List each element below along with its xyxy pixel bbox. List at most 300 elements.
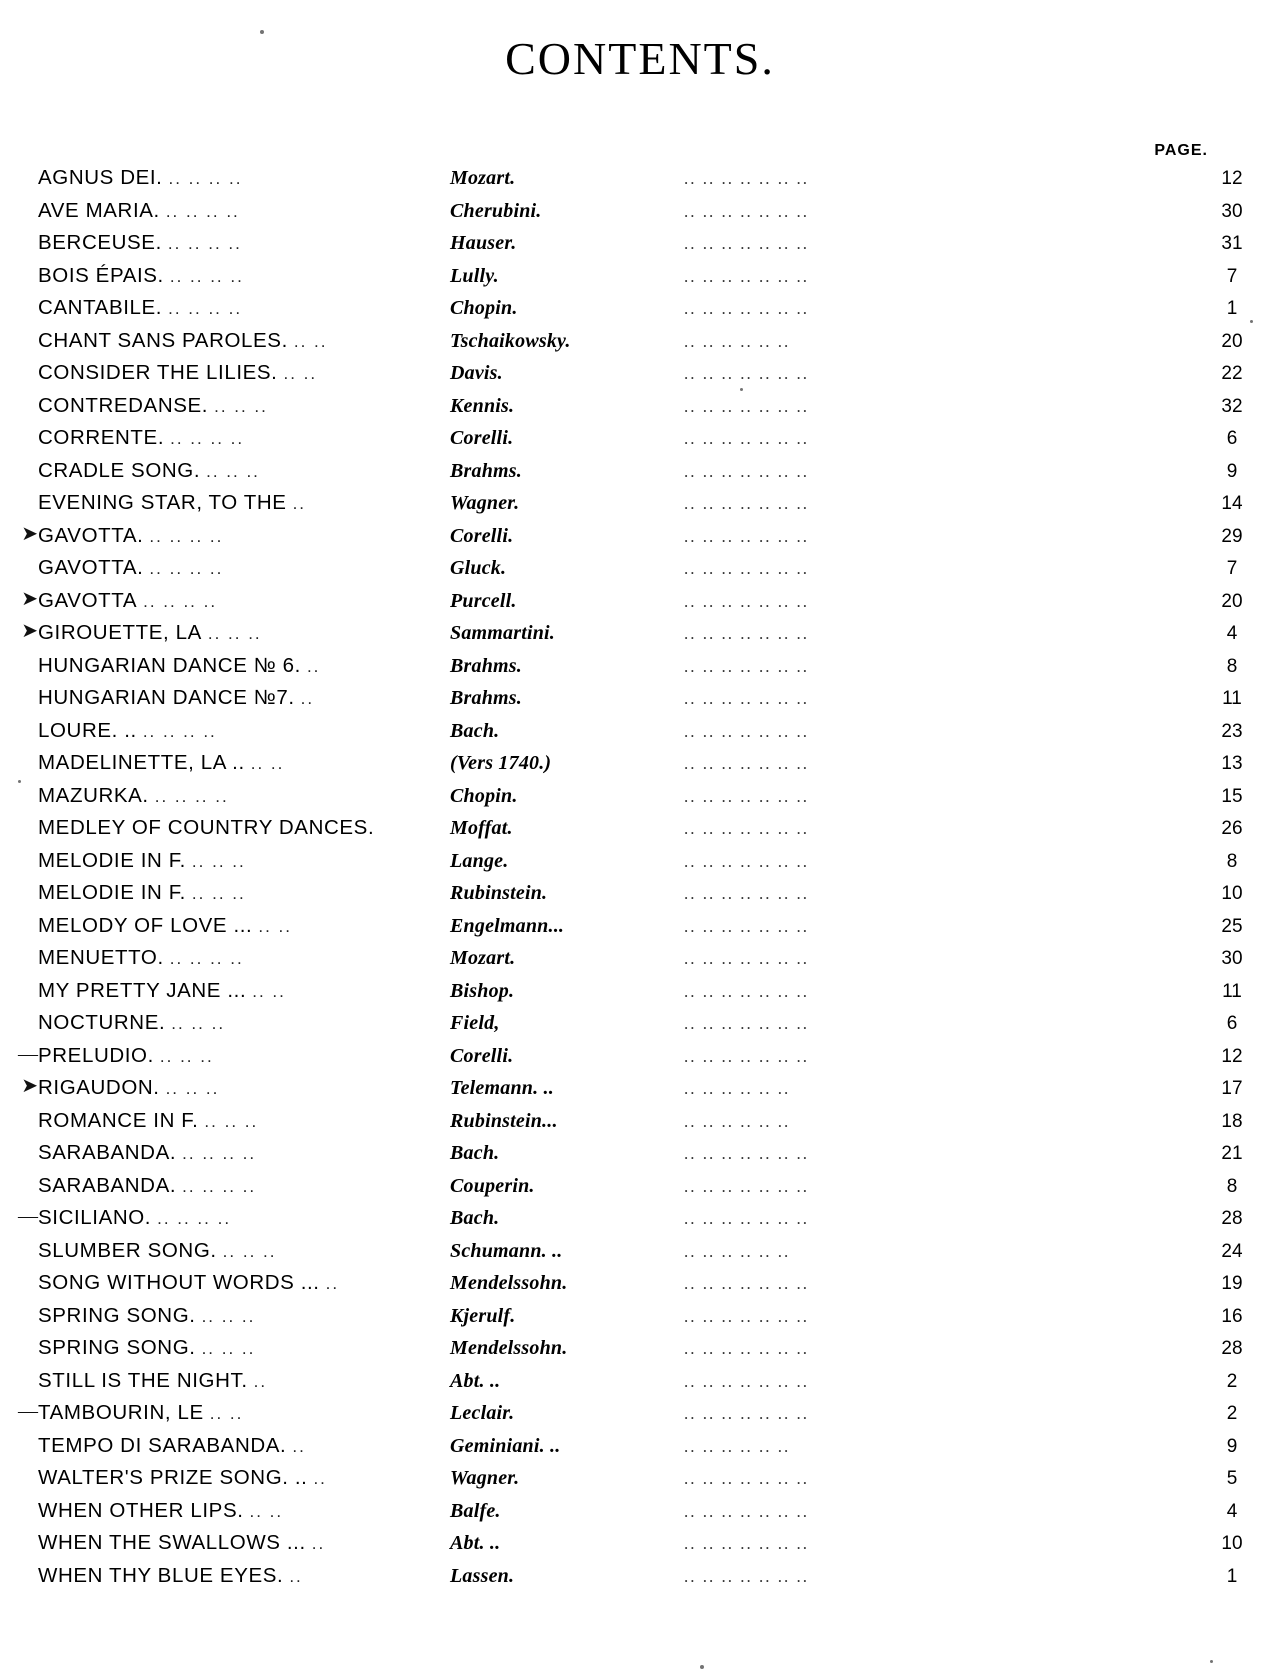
entry-page-number[interactable]: 1 bbox=[1226, 298, 1238, 319]
toc-entry-row[interactable] bbox=[0, 1434, 1280, 1467]
entry-title[interactable]: GAVOTTA. bbox=[38, 556, 144, 579]
entry-title[interactable]: PRELUDIO. bbox=[38, 1043, 154, 1067]
entry-page-number[interactable]: 22 bbox=[1221, 363, 1243, 384]
entry-composer: (Vers 1740.) bbox=[450, 752, 552, 774]
entry-page-number[interactable]: 20 bbox=[1221, 330, 1243, 352]
entry-title-cell bbox=[0, 1044, 450, 1068]
entry-title[interactable]: MELODY OF LOVE ... bbox=[38, 913, 253, 937]
entry-dot-leader: .. .. .. .. .. .. .. bbox=[684, 1046, 809, 1066]
entry-page-number[interactable]: 9 bbox=[1226, 1435, 1238, 1457]
toc-entry-row[interactable] bbox=[0, 914, 1280, 947]
entry-title-cell bbox=[0, 979, 450, 1003]
entry-title[interactable]: HUNGARIAN DANCE № 6. bbox=[38, 653, 301, 677]
entry-title-cell bbox=[0, 1499, 450, 1523]
entry-composer: Moffat. bbox=[450, 817, 513, 839]
entry-page-number[interactable]: 19 bbox=[1221, 1273, 1243, 1294]
toc-entry-row[interactable] bbox=[0, 751, 1280, 784]
entry-title-dot-leader: .. bbox=[311, 1534, 326, 1553]
entry-title-dot-leader: .. bbox=[289, 1566, 303, 1586]
entry-dot-leader: .. .. .. .. .. .. .. bbox=[684, 234, 809, 253]
entry-page-number[interactable]: 10 bbox=[1221, 1533, 1243, 1554]
entry-composer: Sammartini. bbox=[450, 622, 556, 644]
entry-title-dot-leader: .. .. bbox=[283, 364, 318, 383]
entry-dot-leader: .. .. .. .. .. .. .. bbox=[684, 429, 809, 448]
entry-dot-leader: .. .. .. .. .. .. .. bbox=[684, 1176, 809, 1196]
entry-dot-leader: .. .. .. .. .. .. .. bbox=[684, 1371, 809, 1391]
entry-title-dot-leader: .. .. bbox=[249, 1501, 284, 1521]
entry-composer: Telemann. .. bbox=[450, 1077, 554, 1099]
entry-title-dot-leader: .. .. .. bbox=[201, 1339, 256, 1358]
entry-title[interactable]: GAVOTTA. bbox=[38, 523, 144, 547]
entry-page-number[interactable]: 7 bbox=[1226, 265, 1238, 287]
entry-title-cell bbox=[0, 1369, 450, 1393]
entry-title-cell bbox=[0, 1174, 450, 1198]
entry-title-dot-leader: .. .. .. .. bbox=[182, 1176, 257, 1196]
entry-dot-leader: .. .. .. .. .. .. .. bbox=[684, 559, 809, 578]
entry-dot-leader: .. .. .. .. .. .. bbox=[684, 1111, 791, 1131]
entry-dot-leader: .. .. .. .. .. .. .. bbox=[684, 396, 809, 416]
entry-composer: Schumann. .. bbox=[450, 1239, 563, 1262]
entry-title-cell bbox=[0, 1239, 450, 1263]
entry-page-number[interactable]: 12 bbox=[1221, 1045, 1243, 1067]
entry-dot-leader: .. .. .. .. .. .. .. bbox=[684, 266, 809, 286]
toc-entry-row[interactable] bbox=[0, 1401, 1280, 1434]
toc-entry-row[interactable] bbox=[0, 329, 1280, 362]
entry-composer: Lully. bbox=[450, 264, 499, 287]
entry-marker-icon: ➤ bbox=[21, 620, 38, 642]
entry-title-dot-leader: .. .. .. .. bbox=[154, 786, 229, 806]
entry-title[interactable]: NOCTURNE. bbox=[38, 1011, 166, 1034]
entry-composer: Brahms. bbox=[450, 654, 522, 677]
entry-dot-leader: .. .. .. .. .. .. .. bbox=[684, 494, 809, 513]
entry-title-cell bbox=[0, 1141, 450, 1165]
entry-title-cell bbox=[0, 1434, 450, 1458]
entry-page-number[interactable]: 32 bbox=[1221, 395, 1243, 417]
entry-dot-leader: .. .. .. .. .. .. bbox=[684, 1241, 791, 1261]
entry-page-number[interactable]: 17 bbox=[1221, 1078, 1243, 1099]
entry-title-dot-leader bbox=[374, 819, 380, 838]
entry-title[interactable]: ROMANCE IN F. bbox=[38, 1108, 199, 1132]
toc-entry-row[interactable] bbox=[0, 1304, 1280, 1337]
entry-title-cell bbox=[0, 946, 450, 970]
entry-title[interactable]: SARABANDA. bbox=[38, 1141, 177, 1164]
entry-page-number[interactable]: 9 bbox=[1226, 460, 1238, 482]
entry-composer: Mozart. bbox=[450, 167, 516, 189]
entry-title-cell bbox=[0, 1336, 450, 1360]
entry-dot-leader: .. .. .. .. .. .. .. bbox=[684, 1014, 809, 1033]
toc-entry-row[interactable] bbox=[0, 589, 1280, 622]
entry-page-number[interactable]: 12 bbox=[1221, 168, 1243, 189]
entry-composer: Chopin. bbox=[450, 784, 518, 807]
entry-title-dot-leader: .. bbox=[300, 689, 315, 708]
entry-page-number[interactable]: 8 bbox=[1226, 1175, 1238, 1197]
entry-title-dot-leader: .. .. bbox=[209, 1404, 244, 1423]
entry-page-number[interactable]: 31 bbox=[1221, 233, 1243, 254]
entry-title-dot-leader: .. .. .. bbox=[204, 1111, 259, 1131]
entry-title-dot-leader: .. .. .. .. bbox=[142, 721, 217, 741]
entry-title-dot-leader: .. .. .. bbox=[207, 624, 262, 643]
entry-page-number[interactable]: 28 bbox=[1221, 1338, 1243, 1359]
entry-dot-leader: .. .. .. .. .. .. .. bbox=[684, 656, 809, 676]
entry-composer: Mozart. bbox=[450, 947, 516, 969]
toc-entry-row[interactable] bbox=[0, 556, 1280, 589]
entry-title-cell bbox=[0, 361, 450, 385]
entry-page-number[interactable]: 15 bbox=[1221, 785, 1243, 807]
entry-title-cell bbox=[0, 589, 450, 613]
entry-title[interactable]: MELODIE IN F. bbox=[38, 848, 186, 872]
entry-title-cell bbox=[0, 784, 450, 808]
toc-entry-row[interactable] bbox=[0, 686, 1280, 719]
toc-entry-row[interactable] bbox=[0, 459, 1280, 492]
entry-title-dot-leader: .. bbox=[325, 1274, 340, 1293]
entry-composer: Purcell. bbox=[450, 589, 517, 612]
entry-dot-leader: .. .. .. .. .. .. .. bbox=[684, 689, 809, 708]
entry-dot-leader: .. .. .. .. .. .. .. bbox=[684, 299, 809, 318]
entry-title-dot-leader: .. .. .. bbox=[159, 1046, 214, 1066]
entry-title[interactable]: RIGAUDON. bbox=[38, 1076, 160, 1099]
toc-entry-row[interactable] bbox=[0, 491, 1280, 524]
entry-page-number[interactable]: 6 bbox=[1226, 1013, 1238, 1034]
entry-composer: Kennis. bbox=[450, 394, 515, 417]
entry-composer: Lange. bbox=[450, 849, 509, 872]
entry-page-number[interactable]: 21 bbox=[1221, 1143, 1243, 1164]
toc-entry-row[interactable] bbox=[0, 1011, 1280, 1044]
entry-title-dot-leader: .. bbox=[313, 1469, 327, 1488]
toc-entry-row[interactable] bbox=[0, 1336, 1280, 1369]
entry-composer: Hauser. bbox=[450, 232, 517, 254]
entry-composer: Rubinstein. bbox=[450, 882, 548, 904]
entry-title-cell bbox=[0, 654, 450, 678]
toc-entry-row[interactable] bbox=[0, 166, 1280, 199]
entry-title-cell bbox=[0, 199, 450, 223]
page-title: CONTENTS. bbox=[505, 33, 775, 84]
entry-title-dot-leader: .. .. .. .. bbox=[182, 1144, 257, 1163]
toc-entry-row[interactable] bbox=[0, 946, 1280, 979]
entry-title-cell bbox=[0, 686, 450, 710]
entry-title-cell bbox=[0, 426, 450, 450]
entry-title[interactable]: WHEN THE SWALLOWS ... bbox=[38, 1531, 306, 1554]
entry-title-dot-leader: .. bbox=[306, 656, 321, 676]
entry-dot-leader: .. .. .. .. .. .. bbox=[684, 331, 791, 351]
entry-title-cell bbox=[0, 394, 450, 418]
entry-page-number[interactable]: 30 bbox=[1221, 200, 1243, 222]
entry-title[interactable]: TAMBOURIN, LE bbox=[38, 1401, 204, 1424]
entry-page-number[interactable]: 23 bbox=[1221, 720, 1243, 742]
entry-dot-leader: .. .. .. .. .. .. .. bbox=[684, 1306, 809, 1326]
toc-entry-row[interactable] bbox=[0, 979, 1280, 1012]
toc-entry-row[interactable] bbox=[0, 849, 1280, 882]
entry-dot-leader: .. .. .. .. .. .. .. bbox=[684, 819, 809, 838]
entry-page-number[interactable]: 1 bbox=[1226, 1565, 1238, 1587]
entry-page-number[interactable]: 5 bbox=[1226, 1468, 1238, 1489]
toc-entry-row[interactable] bbox=[0, 1206, 1280, 1239]
entry-title-dot-leader: .. .. .. .. bbox=[167, 234, 242, 253]
entry-dot-leader: .. .. .. .. .. .. .. bbox=[684, 1469, 809, 1488]
entry-dot-leader: .. .. .. .. .. .. .. bbox=[684, 201, 809, 221]
entry-title[interactable]: MENUETTO. bbox=[38, 946, 164, 969]
toc-entry-row[interactable] bbox=[0, 1531, 1280, 1564]
entry-title-cell bbox=[0, 231, 450, 255]
entry-title[interactable]: HUNGARIAN DANCE №7. bbox=[38, 686, 295, 709]
toc-entry-row[interactable] bbox=[0, 1564, 1280, 1597]
entry-title[interactable]: STILL IS THE NIGHT. bbox=[38, 1368, 248, 1392]
toc-entry-row[interactable] bbox=[0, 1271, 1280, 1304]
entry-dot-leader: .. .. .. .. .. .. bbox=[684, 1436, 791, 1456]
entry-composer: Mendelssohn. bbox=[450, 1337, 568, 1359]
toc-entry-row[interactable] bbox=[0, 1369, 1280, 1402]
entry-composer: Cherubini. bbox=[450, 199, 542, 222]
entry-dot-leader: .. .. .. .. .. .. .. bbox=[684, 949, 809, 968]
entry-marker-icon: — bbox=[18, 1400, 38, 1422]
toc-entry-row[interactable] bbox=[0, 784, 1280, 817]
entry-page-number[interactable]: 6 bbox=[1226, 428, 1238, 449]
entry-dot-leader: .. .. .. .. .. .. .. bbox=[684, 1534, 809, 1553]
entry-page-number[interactable]: 20 bbox=[1221, 590, 1243, 612]
toc-entry-row[interactable] bbox=[0, 264, 1280, 297]
entry-page-number[interactable]: 28 bbox=[1221, 1208, 1243, 1229]
entry-composer: Field, bbox=[450, 1012, 500, 1034]
entry-title-cell bbox=[0, 329, 450, 353]
entry-title-dot-leader: .. .. .. .. bbox=[169, 266, 244, 286]
toc-entry-row[interactable] bbox=[0, 231, 1280, 264]
entry-dot-leader: .. .. .. .. .. .. .. bbox=[684, 364, 809, 383]
entry-composer: Gluck. bbox=[450, 557, 507, 579]
entry-composer: Mendelssohn. bbox=[450, 1272, 568, 1294]
entry-title[interactable]: MELODIE IN F. bbox=[38, 881, 186, 904]
entry-title-dot-leader: .. bbox=[292, 1436, 306, 1456]
entry-marker-icon: ➤ bbox=[21, 1075, 38, 1097]
entry-title[interactable]: CORRENTE. bbox=[38, 426, 165, 449]
entry-title[interactable]: MY PRETTY JANE ... bbox=[38, 978, 247, 1002]
entry-title-dot-leader: .. .. .. .. bbox=[170, 429, 245, 448]
entry-title-cell bbox=[0, 296, 450, 320]
entry-title[interactable]: SICILIANO. bbox=[38, 1206, 152, 1229]
entry-page-number[interactable]: 30 bbox=[1221, 948, 1243, 969]
entry-page-number[interactable]: 2 bbox=[1226, 1370, 1238, 1392]
entry-title[interactable]: SPRING SONG. bbox=[38, 1303, 196, 1327]
entry-composer: Geminiani. .. bbox=[450, 1434, 561, 1457]
entry-title-cell bbox=[0, 816, 450, 840]
entry-title-dot-leader: .. .. bbox=[252, 981, 286, 1001]
entry-dot-leader: .. .. .. .. .. .. .. bbox=[684, 1339, 809, 1358]
entry-title-cell bbox=[0, 264, 450, 288]
entry-title[interactable]: SONG WITHOUT WORDS ... bbox=[38, 1271, 320, 1294]
entry-title-cell bbox=[0, 1304, 450, 1328]
entry-title-dot-leader: .. .. .. bbox=[222, 1241, 277, 1261]
entry-composer: Tschaikowsky. bbox=[450, 329, 571, 352]
entry-title-dot-leader: .. bbox=[292, 494, 307, 513]
entry-title-dot-leader: .. .. .. bbox=[201, 1306, 256, 1326]
entry-dot-leader: .. .. .. .. .. .. .. bbox=[684, 624, 809, 643]
entry-marker-icon: — bbox=[18, 1042, 38, 1065]
entry-composer: Lassen. bbox=[450, 1564, 515, 1587]
entry-title[interactable]: CRADLE SONG. bbox=[38, 458, 201, 482]
entry-title[interactable]: CONSIDER THE LILIES. bbox=[38, 361, 278, 384]
entry-title[interactable]: WHEN THY BLUE EYES. bbox=[38, 1563, 284, 1587]
entry-title-dot-leader: .. .. .. .. bbox=[168, 169, 243, 188]
entry-title-cell bbox=[0, 1011, 450, 1035]
entry-dot-leader: .. .. .. .. .. .. .. bbox=[684, 1209, 809, 1228]
entry-page-number[interactable]: 4 bbox=[1226, 623, 1238, 644]
entry-page-number[interactable]: 10 bbox=[1221, 883, 1243, 904]
entry-title-cell bbox=[0, 1564, 450, 1588]
toc-entry-row[interactable] bbox=[0, 394, 1280, 427]
entry-page-number[interactable]: 2 bbox=[1226, 1403, 1238, 1424]
entry-page-number[interactable]: 8 bbox=[1226, 655, 1238, 677]
entry-title-cell bbox=[0, 491, 450, 515]
entry-title-dot-leader: .. .. .. bbox=[214, 396, 268, 416]
entry-title[interactable]: WALTER'S PRIZE SONG. .. bbox=[38, 1466, 308, 1489]
entry-page-number[interactable]: 16 bbox=[1221, 1305, 1243, 1327]
entry-composer: Wagner. bbox=[450, 1467, 520, 1489]
entry-page-number[interactable]: 11 bbox=[1222, 980, 1242, 1002]
entry-composer: Rubinstein... bbox=[450, 1109, 558, 1132]
entry-title[interactable]: EVENING STAR, TO THE bbox=[38, 491, 287, 514]
entry-page-number[interactable]: 14 bbox=[1221, 493, 1243, 514]
entry-page-number[interactable]: 4 bbox=[1226, 1500, 1238, 1522]
toc-entry-row[interactable] bbox=[0, 654, 1280, 687]
entry-title-cell bbox=[0, 556, 450, 580]
entry-composer: Chopin. bbox=[450, 297, 518, 319]
entry-title-dot-leader: .. .. bbox=[250, 754, 285, 773]
entry-title-dot-leader: .. bbox=[253, 1371, 268, 1391]
entry-page-number[interactable]: 7 bbox=[1226, 558, 1238, 579]
entry-dot-leader: .. .. .. .. .. .. .. bbox=[684, 884, 809, 903]
entry-dot-leader: .. .. .. .. .. .. .. bbox=[684, 1404, 809, 1423]
entry-title[interactable]: CHANT SANS PAROLES. bbox=[38, 328, 288, 352]
entry-composer: Couperin. bbox=[450, 1174, 535, 1197]
entry-title-cell bbox=[0, 166, 450, 190]
entry-dot-leader: .. .. .. .. .. .. .. bbox=[684, 981, 809, 1001]
entry-title-cell bbox=[0, 849, 450, 873]
toc-entry-row[interactable] bbox=[0, 1174, 1280, 1207]
entry-title-cell bbox=[0, 459, 450, 483]
entry-title[interactable]: SARABANDA. bbox=[38, 1173, 177, 1197]
toc-entry-row[interactable] bbox=[0, 1499, 1280, 1532]
toc-entry-row[interactable] bbox=[0, 1466, 1280, 1499]
toc-entry-row[interactable] bbox=[0, 719, 1280, 752]
entry-composer: Corelli. bbox=[450, 1044, 514, 1067]
table-of-contents bbox=[0, 166, 1280, 1596]
entry-title[interactable]: MEDLEY OF COUNTRY DANCES. bbox=[38, 816, 375, 839]
entry-title[interactable]: LOURE. .. bbox=[38, 718, 137, 742]
entry-composer: Abt. .. bbox=[450, 1369, 501, 1392]
entry-title[interactable]: MADELINETTE, LA .. bbox=[38, 751, 245, 774]
entry-page-number[interactable]: 18 bbox=[1221, 1110, 1243, 1132]
entry-title[interactable]: BERCEUSE. bbox=[38, 231, 162, 254]
toc-entry-row[interactable] bbox=[0, 1141, 1280, 1174]
entry-title-cell bbox=[0, 1271, 450, 1295]
toc-entry-row[interactable] bbox=[0, 199, 1280, 232]
entry-title[interactable]: CONTREDANSE. bbox=[38, 393, 209, 417]
entry-title-cell bbox=[0, 914, 450, 938]
entry-title-dot-leader: .. .. .. bbox=[191, 884, 246, 903]
toc-entry-row[interactable] bbox=[0, 361, 1280, 394]
entry-dot-leader: .. .. .. .. .. .. .. bbox=[684, 591, 809, 611]
entry-title[interactable]: WHEN OTHER LIPS. bbox=[38, 1498, 244, 1522]
entry-title-cell bbox=[0, 1401, 450, 1425]
entry-title-cell bbox=[0, 1466, 450, 1490]
entry-composer: Brahms. bbox=[450, 687, 522, 709]
entry-composer: Corelli. bbox=[450, 524, 514, 547]
entry-composer: Leclair. bbox=[450, 1402, 515, 1424]
entry-title[interactable]: SPRING SONG. bbox=[38, 1336, 196, 1359]
entry-title-dot-leader: .. .. .. .. bbox=[157, 1209, 232, 1228]
entry-title-cell bbox=[0, 621, 450, 645]
toc-entry-row[interactable] bbox=[0, 524, 1280, 557]
entry-composer: Bach. bbox=[450, 1207, 500, 1229]
entry-title[interactable]: AGNUS DEI. bbox=[38, 166, 163, 189]
entry-title[interactable]: MAZURKA. bbox=[38, 783, 149, 807]
entry-page-number[interactable]: 25 bbox=[1221, 915, 1243, 937]
toc-entry-row[interactable] bbox=[0, 1076, 1280, 1109]
entry-composer: Wagner. bbox=[450, 492, 520, 514]
entry-title[interactable]: TEMPO DI SARABANDA. bbox=[38, 1433, 287, 1457]
entry-title-cell bbox=[0, 881, 450, 905]
entry-title[interactable]: AVE MARIA. bbox=[38, 198, 160, 222]
entry-composer: Engelmann... bbox=[450, 914, 565, 937]
toc-entry-row[interactable] bbox=[0, 296, 1280, 329]
entry-title[interactable]: GAVOTTA bbox=[38, 588, 138, 612]
entry-title-dot-leader: .. .. .. bbox=[171, 1014, 226, 1033]
entry-title-dot-leader: .. .. bbox=[293, 331, 328, 351]
entry-title[interactable]: SLUMBER SONG. bbox=[38, 1238, 217, 1262]
entry-title[interactable]: CANTABILE. bbox=[38, 296, 163, 319]
toc-entry-row[interactable] bbox=[0, 621, 1280, 654]
toc-entry-row[interactable] bbox=[0, 1044, 1280, 1077]
entry-title-dot-leader: .. .. bbox=[258, 916, 292, 936]
entry-dot-leader: .. .. .. .. .. .. .. bbox=[684, 754, 809, 773]
entry-title[interactable]: BOIS ÉPAIS. bbox=[38, 263, 164, 287]
entry-dot-leader: .. .. .. .. .. .. .. bbox=[684, 721, 809, 741]
entry-composer: Balfe. bbox=[450, 1499, 501, 1522]
toc-entry-row[interactable] bbox=[0, 1239, 1280, 1272]
toc-entry-row[interactable] bbox=[0, 881, 1280, 914]
entry-title-cell bbox=[0, 1531, 450, 1555]
entry-composer: Bach. bbox=[450, 719, 500, 742]
entry-dot-leader: .. .. .. .. .. .. .. bbox=[684, 916, 809, 936]
entry-title[interactable]: GIROUETTE, LA bbox=[38, 621, 202, 644]
page-column-header: PAGE. bbox=[1154, 142, 1208, 159]
entry-composer: Corelli. bbox=[450, 427, 514, 449]
entry-page-number[interactable]: 29 bbox=[1221, 525, 1243, 547]
entry-title-dot-leader: .. .. .. .. bbox=[168, 299, 243, 318]
toc-entry-row[interactable] bbox=[0, 426, 1280, 459]
entry-page-number[interactable]: 8 bbox=[1226, 850, 1238, 872]
entry-dot-leader: .. .. .. .. .. .. .. bbox=[684, 786, 809, 806]
entry-page-number[interactable]: 24 bbox=[1221, 1240, 1243, 1262]
entry-page-number[interactable]: 13 bbox=[1221, 753, 1243, 774]
entry-dot-leader: .. .. .. .. .. .. .. bbox=[684, 526, 809, 546]
entry-marker-icon: ➤ bbox=[21, 522, 38, 545]
toc-entry-row[interactable] bbox=[0, 1109, 1280, 1142]
entry-dot-leader: .. .. .. .. .. .. bbox=[684, 1079, 791, 1098]
entry-title-dot-leader: .. .. .. .. bbox=[149, 526, 224, 546]
entry-dot-leader: .. .. .. .. .. .. .. bbox=[684, 461, 809, 481]
entry-title-dot-leader: .. .. .. bbox=[191, 851, 246, 871]
entry-title-cell bbox=[0, 524, 450, 548]
entry-composer: Bishop. bbox=[450, 979, 515, 1002]
entry-marker-icon: ➤ bbox=[21, 587, 38, 610]
entry-composer: Abt. .. bbox=[450, 1532, 501, 1554]
entry-page-number[interactable]: 11 bbox=[1222, 688, 1242, 709]
entry-composer: Davis. bbox=[450, 362, 503, 384]
entry-title-cell bbox=[0, 1206, 450, 1230]
entry-page-number[interactable]: 26 bbox=[1221, 818, 1243, 839]
toc-entry-row[interactable] bbox=[0, 816, 1280, 849]
entry-dot-leader: .. .. .. .. .. .. .. bbox=[684, 1566, 809, 1586]
entry-title-cell bbox=[0, 1076, 450, 1100]
